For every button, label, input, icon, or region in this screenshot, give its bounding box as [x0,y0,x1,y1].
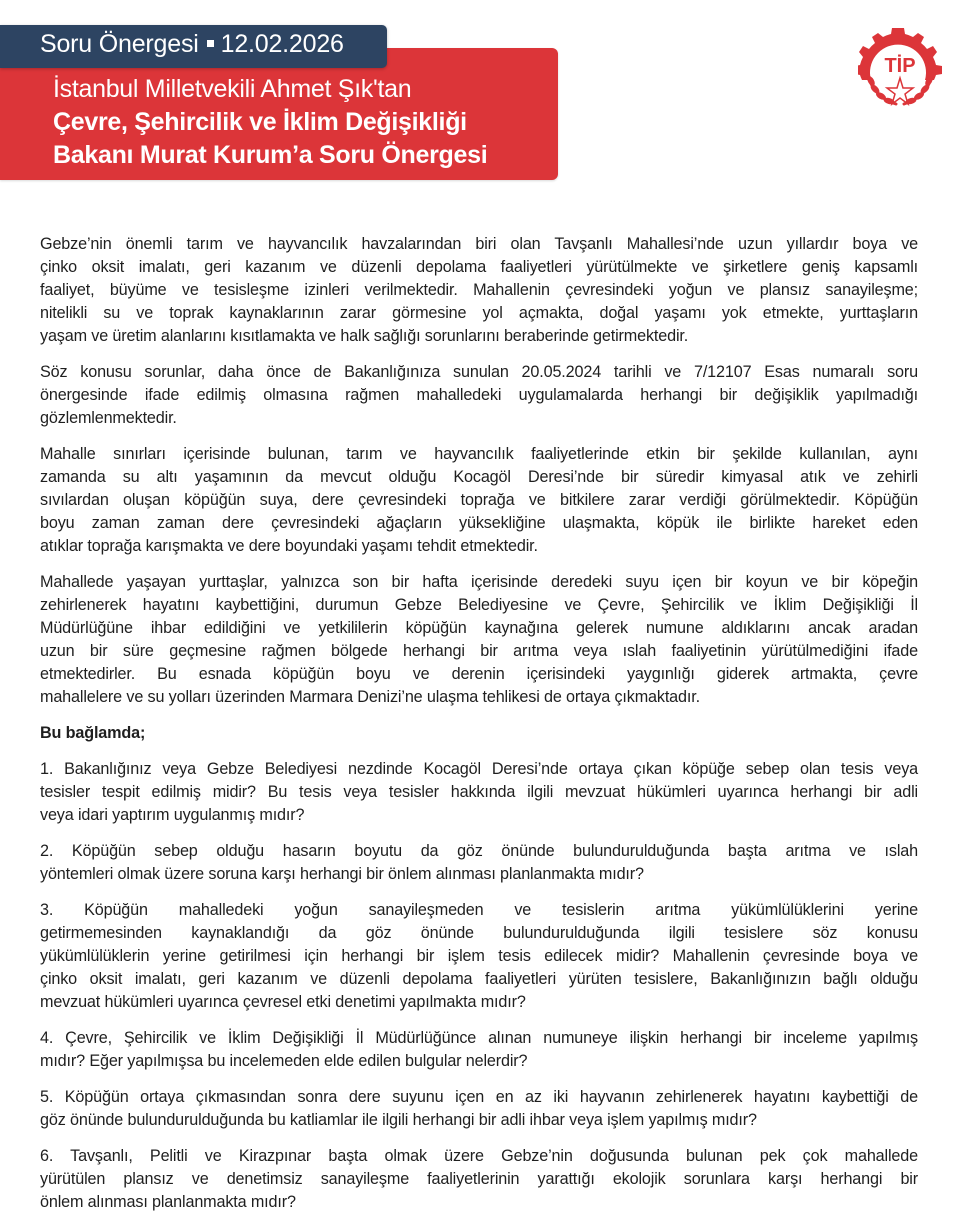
question-5 [40,1086,918,1132]
question-4 [40,1027,918,1073]
question-line: çinko oksit imalatı, geri kazanım ve düzenli depolama faaliyetleri yürüten tesislere, Bakanlığınızın bağlı olduğu [40,970,918,988]
document-type-tab [0,25,387,68]
document-body [40,233,918,1227]
paragraph-line: Müdürlüğüne ihbar edildiğini ve yetkililerin köpüğün kaynağına gelerek numune aldıklarını ancak aradan [40,619,918,637]
paragraph-2 [40,361,918,430]
question-line: 4. Çevre, Şehircilik ve İklim Değişikliği İl Müdürlüğünce alınan numuneye ilişkin herhangi bir inceleme yapılmış [40,1029,918,1047]
question-line: göz önünde bulundurulduğunda bu katliamlar ile ilgili herhangi bir adli ihbar veya işlem yapılmış mıdır? [40,1111,757,1129]
section-heading: Bu bağlamda; [40,724,146,742]
paragraph-line: zehirlenerek hayatını kaybettiğini, durumun Gebze Belediyesine ve Çevre, Şehircilik ve İklim Değişikliği İl [40,596,918,614]
question-line: 6. Tavşanlı, Pelitli ve Kirazpınar başta olmak üzere Gebze’nin doğusunda bulunan pek çok mahallede [40,1147,918,1165]
question-6 [40,1145,918,1214]
question-line: 1. Bakanlığınız veya Gebze Belediyesi nezdinde Kocagöl Deresi’nde ortaya çıkan köpüğe sebep olan tesis veya [40,760,918,778]
paragraph-line: Söz konusu sorunlar, daha önce de Bakanlığınıza sunulan 20.05.2024 tarihli ve 7/12107 Esas numaralı soru [40,363,918,381]
paragraph-line: yaşam ve üretim alanlarını kısıtlamakta ve halk sağlığı sorunlarını beraberinde getirmektedir. [40,327,689,345]
paragraph-line: Mahalle sınırları içerisinde bulunan, tarım ve hayvancılık faaliyetlerinde etkin bir şekilde kullanılan, aynı [40,445,918,463]
question-line: önlem alınması planlanmakta mıdır? [40,1193,296,1211]
paragraph-line: faaliyet, büyüme ve tesisleşme izinleri verilmektedir. Mahallenin çevresindeki yoğun ve plansız sanayileşme; [40,281,918,299]
paragraph-line: Gebze’nin önemli tarım ve hayvancılık havzalarından biri olan Tavşanlı Mahallesi’nde uzun yıllardır boya ve [40,235,918,253]
paragraph-line: zamanda su altı yaşamının da mevcut olduğu Kocagöl Deresi’nde bir süredir kimyasal atık ve zehirli [40,468,918,486]
paragraph-line: etmektedirler. Bu esnada köpüğün boyu ve derenin içerisindeki yaygınlığı giderek artmakta, çevre [40,665,918,683]
document-type: Soru Önergesi [40,30,199,58]
separator-square-icon [207,40,214,47]
paragraph-line: atıklar toprağa karışmakta ve dere boyundaki yaşamı tehdit etmektedir. [40,537,538,555]
paragraph-line: boyu zaman zaman dere çevresindeki ağaçların yüksekliğine ulaşmakta, köpük ile birlikte hareket eden [40,514,918,532]
tip-party-logo-icon [858,26,942,110]
question-line: getirmemesinden kaynaklandığı da göz önünde bulundurulduğunda ilgili tesislere söz konusu [40,924,918,942]
question-line: 2. Köpüğün sebep olduğu hasarın boyutu da göz önünde bulundurulduğunda başta arıtma ve ıslah [40,842,918,860]
paragraph-4 [40,571,918,709]
question-line: yöntemleri olmak üzere soruna karşı herhangi bir önlem alınması planlanmakta mıdır? [40,865,644,883]
paragraph-1 [40,233,918,348]
question-line: yürütülen plansız ve denetimsiz sanayileşme faaliyetlerinin yarattığı ekolojik sorunlara karşı herhangi bir [40,1170,918,1188]
svg-text:TİP: TİP [884,55,916,77]
paragraph-line: önergesinde ifade edilmiş olmasına rağmen mahalledeki uygulamalarda herhangi bir değişiklik yapılmadığı [40,386,918,404]
paragraph-line: uzun bir süre geçmesine rağmen bölgede herhangi bir arıtma veya ıslah faaliyetinin yürütülmediğini ifade [40,642,918,660]
paragraph-line: mahallelere ve su yolları üzerinden Marmara Denizi’ne ulaşma tehlikesi de ortaya çıkmaktadır. [40,688,700,706]
paragraph-line: nitelikli su ve toprak kaynaklarının zarar görmesine yol açmakta, doğal yaşamı yok etmekte, yurttaşların [40,304,918,322]
question-2 [40,840,918,886]
paragraph-line: sıvılardan oluşan köpüğün suya, dere çevresindeki toprağa ve bitkilere zarar verdiği görülmektedir. Köpüğün [40,491,918,509]
title-line-subject: Bakanı Murat Kurum’a Soru Önergesi [53,141,488,169]
question-line: 5. Köpüğün ortaya çıkmasından sonra dere suyunu içen en az iki hayvanın zehirlenerek hayatını kaybettiği de [40,1088,918,1106]
question-line: tesisler tespit edilmiş midir? Bu tesis veya tesisler hakkında ilgili mevzuat hükümleri uyarınca herhangi bir adli [40,783,918,801]
paragraph-3 [40,443,918,558]
document-type-label [40,30,344,59]
question-line: mevzuat hükümleri uyarınca çevresel etki denetimi yapılmakta mıdır? [40,993,526,1011]
paragraph-line: çinko oksit imalatı, geri kazanım ve düzenli depolama faaliyetleri yürütülmekte ve şirketlere geniş kapsamlı [40,258,918,276]
question-3 [40,899,918,1014]
title-line-author: İstanbul Milletvekili Ahmet Şık'tan [53,75,412,103]
question-line: veya idari yaptırım uygulanmış mıdır? [40,806,305,824]
paragraph-line: Mahallede yaşayan yurttaşlar, yalnızca son bir hafta içerisinde deredeki suyu içen bir koyun ve bir köpeğin [40,573,918,591]
question-line: 3. Köpüğün mahalledeki yoğun sanayileşmeden ve tesislerin arıtma yükümlülüklerini yerine [40,901,918,919]
paragraph-line: gözlemlenmektedir. [40,409,177,427]
title-line-ministry: Çevre, Şehircilik ve İklim Değişikliği [53,108,467,136]
page-title [53,73,487,172]
question-line: yükümlülüklerin yerine getirilmesi için herhangi bir işlem tesis edilecek midir? Mahallenin çevresinde boya ve [40,947,918,965]
question-1 [40,758,918,827]
document-date: 12.02.2026 [220,30,344,58]
question-line: mıdır? Eğer yapılmışsa bu incelemeden elde edilen bulgular nelerdir? [40,1052,528,1070]
